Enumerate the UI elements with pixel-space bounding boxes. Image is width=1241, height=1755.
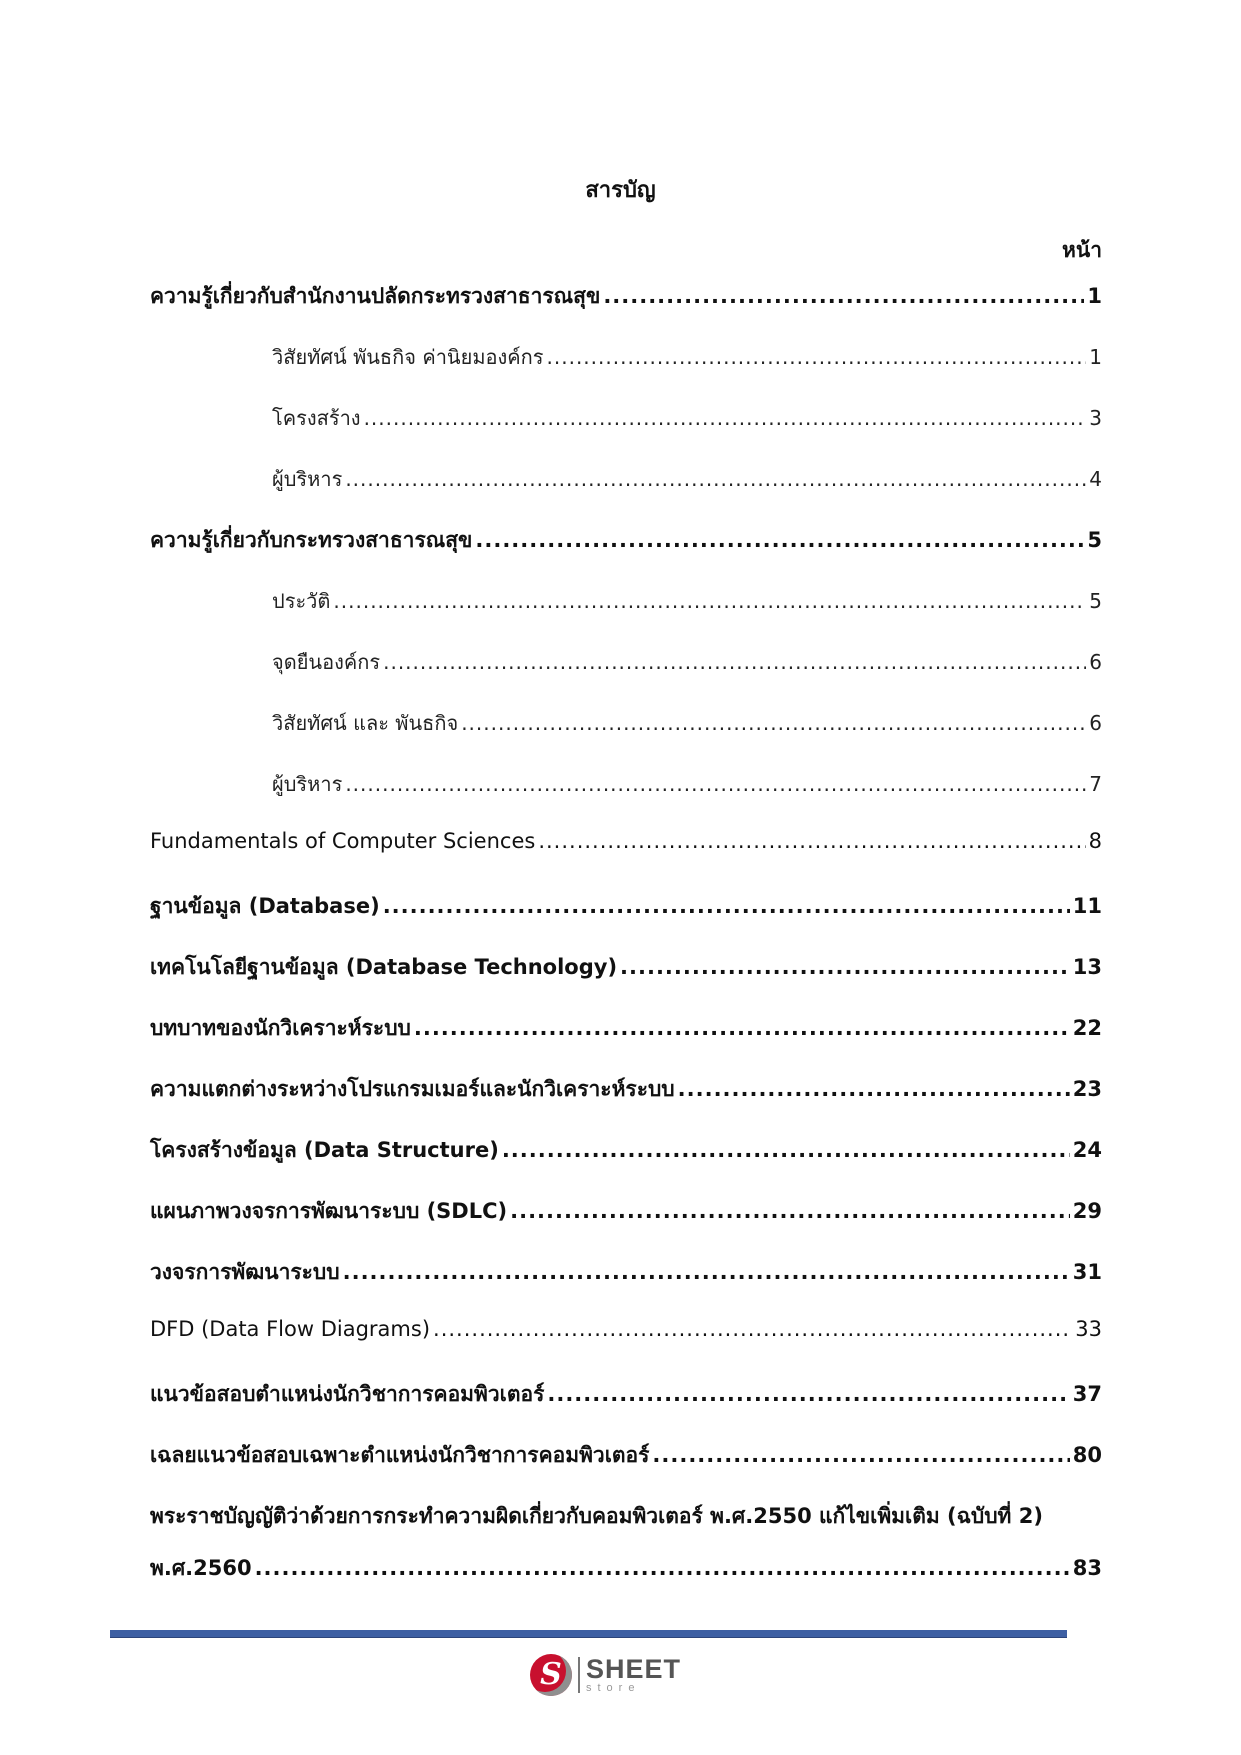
toc-entry-page: 80	[1072, 1443, 1102, 1467]
toc-entry-page: 4	[1089, 467, 1102, 491]
toc-entry[interactable]	[150, 280, 1102, 341]
toc-entry[interactable]	[150, 1317, 1102, 1378]
toc-entry-page: 11	[1072, 894, 1102, 918]
toc-entry[interactable]	[150, 1195, 1102, 1256]
toc-entry-page: 23	[1072, 1077, 1102, 1101]
toc-entry-label: โครงสร้างข้อมูล (Data Structure)	[150, 1138, 499, 1162]
toc-entry-label: ฐานข้อมูล (Database)	[150, 894, 380, 918]
toc-entry-page: 29	[1072, 1199, 1102, 1223]
dot-leader	[510, 1199, 1070, 1223]
dot-leader	[678, 1077, 1070, 1101]
dot-leader	[383, 650, 1086, 674]
dot-leader	[502, 1138, 1070, 1162]
toc-entry[interactable]	[150, 463, 1102, 524]
document-title: สารบัญ	[585, 178, 656, 203]
toc-entry-label: ความแตกต่างระหว่างโปรแกรมเมอร์และนักวิเคราะห์ระบบ	[150, 1077, 675, 1101]
toc-entry[interactable]	[150, 829, 1102, 890]
toc-entry-page: 1	[1087, 284, 1102, 308]
dot-leader	[620, 955, 1070, 979]
toc-entry[interactable]	[150, 1378, 1102, 1439]
dot-leader	[414, 1016, 1070, 1040]
toc-entry-multiline[interactable]	[150, 1500, 1102, 1604]
toc-entry-page: 7	[1089, 772, 1102, 796]
toc-entry-page: 37	[1072, 1382, 1102, 1406]
toc-entry-label-continued: พ.ศ.2560	[150, 1556, 252, 1580]
dot-leader	[343, 1260, 1070, 1284]
dot-leader	[603, 284, 1084, 308]
toc-entry-label: วิสัยทัศน์ และ พันธกิจ	[272, 711, 459, 735]
dot-leader	[475, 528, 1084, 552]
toc-entry-page: 83	[1072, 1556, 1102, 1580]
toc-entry-label: เทคโนโลยีฐานข้อมูล (Database Technology)	[150, 955, 618, 979]
dot-leader	[345, 467, 1086, 491]
toc-entry[interactable]	[150, 768, 1102, 829]
toc-entry[interactable]	[150, 341, 1102, 402]
sheet-store-logo	[530, 1652, 681, 1698]
toc-entry-page: 6	[1089, 650, 1102, 674]
toc-entry-label: ความรู้เกี่ยวกับสำนักงานปลัดกระทรวงสาธารณสุข	[150, 284, 601, 308]
toc-entry-page: 5	[1089, 589, 1102, 613]
page-column-label: หน้า	[1062, 238, 1102, 262]
toc-entry[interactable]	[150, 524, 1102, 585]
toc-entry-label: วงจรการพัฒนาระบบ	[150, 1260, 340, 1284]
dot-leader	[255, 1556, 1070, 1580]
dot-leader	[383, 894, 1070, 918]
dot-leader	[364, 406, 1087, 430]
toc-entry[interactable]	[150, 1134, 1102, 1195]
logo-wordmark: SHEET	[586, 1654, 682, 1684]
toc-entry[interactable]	[150, 951, 1102, 1012]
toc-entry[interactable]	[150, 646, 1102, 707]
toc-entry-page: 3	[1089, 406, 1102, 430]
toc-entry-label: ความรู้เกี่ยวกับกระทรวงสาธารณสุข	[150, 528, 473, 552]
dot-leader	[538, 829, 1085, 853]
dot-leader	[461, 711, 1086, 735]
toc-entry-page: 6	[1089, 711, 1102, 735]
toc-entry[interactable]	[150, 1439, 1102, 1500]
toc-entry-label: ประวัติ	[272, 589, 331, 613]
dot-leader	[433, 1317, 1072, 1341]
toc-entry[interactable]	[150, 1012, 1102, 1073]
toc-entry-label: ผู้บริหาร	[272, 772, 343, 796]
toc-entry[interactable]	[150, 1256, 1102, 1317]
logo-subtext: store	[586, 1682, 641, 1694]
toc-entry-label: ผู้บริหาร	[272, 467, 343, 491]
toc-entry-label: แผนภาพวงจรการพัฒนาระบบ (SDLC)	[150, 1199, 508, 1223]
dot-leader	[547, 1382, 1069, 1406]
toc-entry-page: 13	[1072, 955, 1102, 979]
toc-entry-page: 1	[1089, 345, 1102, 369]
toc-entry-page: 33	[1075, 1317, 1102, 1341]
toc-entry-page: 5	[1087, 528, 1102, 552]
toc-entry[interactable]	[150, 585, 1102, 646]
toc-entry-label: พระราชบัญญัติว่าด้วยการกระทำความผิดเกี่ยวกับคอมพิวเตอร์ พ.ศ.2550 แก้ไขเพิ่มเติม (ฉบับที่ 2)	[150, 1504, 1043, 1528]
dot-leader	[652, 1443, 1069, 1467]
table-of-contents	[150, 280, 1102, 1604]
dot-leader	[547, 345, 1087, 369]
toc-entry-page: 22	[1072, 1016, 1102, 1040]
toc-entry-label: จุดยืนองค์กร	[272, 650, 381, 674]
dot-leader	[333, 589, 1086, 613]
toc-entry-label: Fundamentals of Computer Sciences	[150, 829, 536, 853]
logo-divider	[578, 1657, 580, 1693]
toc-entry-page: 31	[1072, 1260, 1102, 1284]
toc-entry-page: 8	[1088, 829, 1102, 853]
dot-leader	[345, 772, 1086, 796]
toc-entry-label: บทบาทของนักวิเคราะห์ระบบ	[150, 1016, 411, 1040]
toc-entry-label: โครงสร้าง	[272, 406, 361, 430]
toc-entry-page: 24	[1072, 1138, 1102, 1162]
footer-rule	[110, 1630, 1067, 1638]
toc-entry[interactable]	[150, 707, 1102, 768]
toc-entry[interactable]	[150, 1073, 1102, 1134]
toc-entry[interactable]	[150, 890, 1102, 951]
toc-entry-label: DFD (Data Flow Diagrams)	[150, 1317, 431, 1341]
toc-entry[interactable]	[150, 402, 1102, 463]
toc-entry-label: แนวข้อสอบตำแหน่งนักวิชาการคอมพิวเตอร์	[150, 1382, 545, 1406]
sheet-store-logo-icon: S	[530, 1654, 572, 1696]
toc-entry-label: วิสัยทัศน์ พันธกิจ ค่านิยมองค์กร	[272, 345, 544, 369]
toc-entry-label: เฉลยแนวข้อสอบเฉพาะตำแหน่งนักวิชาการคอมพิวเตอร์	[150, 1443, 650, 1467]
